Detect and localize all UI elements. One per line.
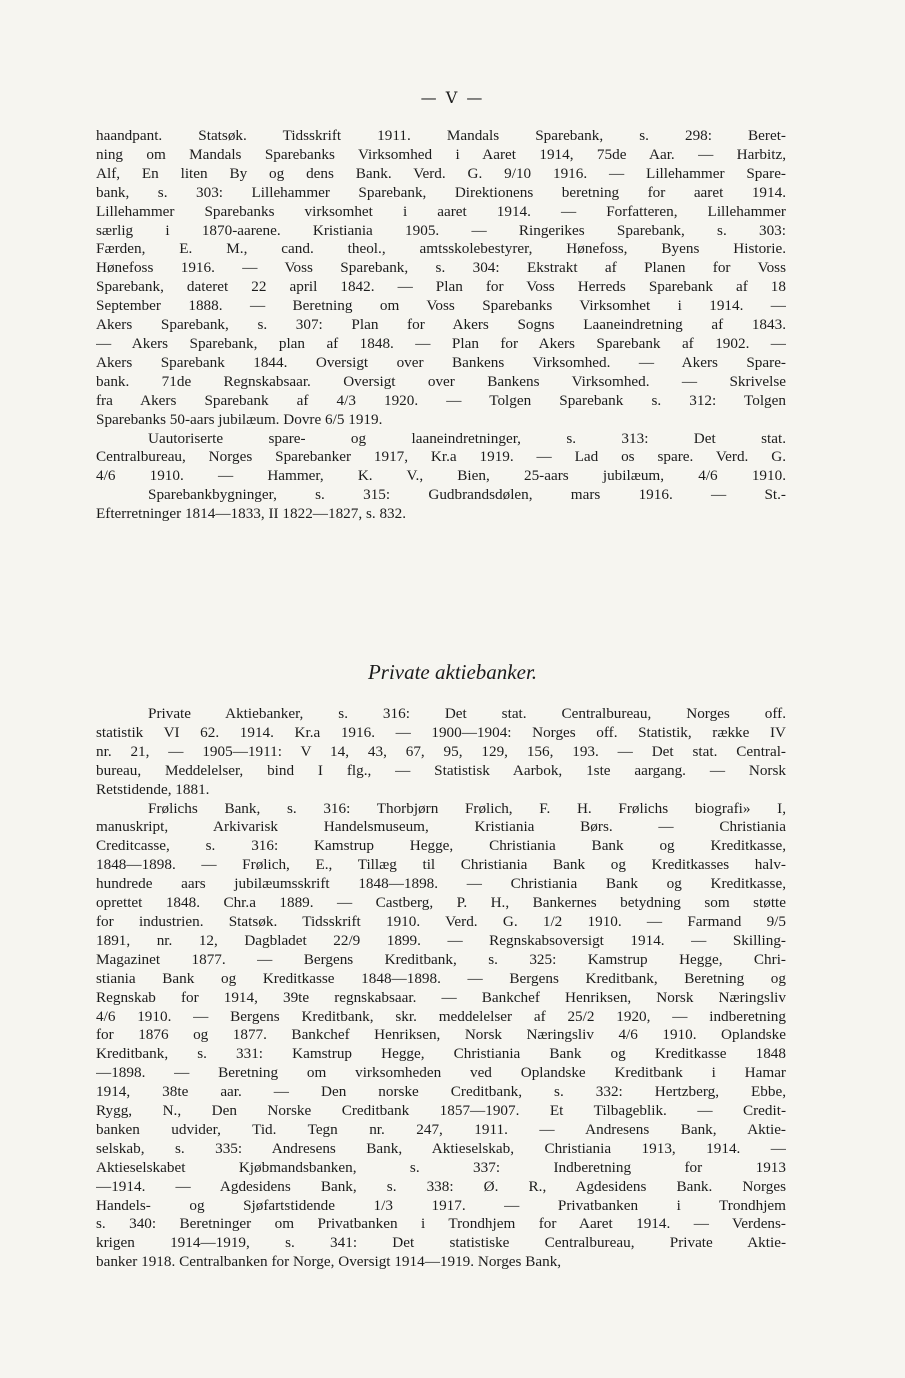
text-line: — Akers Sparebank, plan af 1848. — Plan for Akers Sparebank af 1902. — [96, 334, 786, 352]
text-line: statistik VI 62. 1914. Kr.a 1916. — 1900—1904: Norges off. Statistik, række IV [96, 723, 786, 741]
text-line: bank. 71de Regnskabsaar. Oversigt over Bankens Virksomhed. — Skrivelse [96, 372, 786, 390]
text-line: for industrien. Statsøk. Tidsskrift 1910. Verd. G. 1/2 1910. — Farmand 9/5 [96, 912, 786, 930]
text-line: Sparebankbygninger, s. 315: Gudbrandsdølen, mars 1916. — St.- [148, 486, 786, 504]
text-line: Aktieselskabet Kjøbmandsbanken, s. 337: Indberetning for 1913 [96, 1158, 786, 1176]
text-line: oprettet 1848. Chr.a 1889. — Castberg, P. H., Bankernes betydning som støtte [96, 894, 786, 912]
text-line: fra Akers Sparebank af 4/3 1920. — Tolgen Sparebank s. 312: Tolgen [96, 391, 786, 409]
text-line: Uautoriserte spare- og laaneindretninger, s. 313: Det stat. [148, 429, 786, 447]
text-line: Centralbureau, Norges Sparebanker 1917, Kr.a 1919. — Lad os spare. Verd. G. [96, 448, 786, 466]
text-line: Sparebank, dateret 22 april 1842. — Plan for Voss Herreds Sparebank af 18 [96, 278, 786, 296]
page-number: — V — [420, 88, 485, 107]
text-line: Private Aktiebanker, s. 316: Det stat. Centralbureau, Norges off. [148, 705, 786, 722]
text-line: Alf, En liten By og dens Bank. Verd. G. 9/10 1916. — Lillehammer Spare- [96, 164, 786, 182]
text-line: bank, s. 303: Lillehammer Sparebank, Direktionens beretning for aaret 1914. [96, 183, 786, 201]
text-line: ning om Mandals Sparebanks Virksomhed i Aaret 1914, 75de Aar. — Harbitz, [96, 145, 786, 163]
text-line: manuskript, Arkivarisk Handelsmuseum, Kristiania Børs. — Christiania [96, 818, 786, 836]
text-line: nr. 21, — 1905—1911: V 14, 43, 67, 95, 129, 156, 193. — Det stat. Central- [96, 742, 786, 760]
text-line: Færden, E. M., cand. theol., amtsskolebestyrer, Hønefoss, Byens Historie. [96, 240, 786, 258]
text-line: September 1888. — Beretning om Voss Sparebanks Virksomhet i 1914. — [96, 297, 786, 315]
text-line: Handels- og Sjøfartstidende 1/3 1917. — Privatbanken i Trondhjem [96, 1196, 786, 1214]
text-line: 1914, 38te aar. — Den norske Creditbank, s. 332: Hertzberg, Ebbe, [96, 1083, 786, 1101]
text-line: Akers Sparebank, s. 307: Plan for Akers Sogns Laaneindretning af 1843. [96, 316, 786, 334]
text-block-savings-banks [96, 127, 786, 524]
text-line: særlig i 1870-aarene. Kristiania 1905. — Ringerikes Sparebank, s. 303: [96, 221, 786, 239]
text-line: Rygg, N., Den Norske Creditbank 1857—1907. Et Tilbageblik. — Credit- [96, 1102, 786, 1120]
text-line: 4/6 1910. — Hammer, K. V., Bien, 25-aars jubilæum, 4/6 1910. [96, 467, 786, 485]
text-line: 1848—1898. — Frølich, E., Tillæg til Christiania Bank og Kreditkasses halv- [96, 856, 786, 874]
text-line: banker 1918. Centralbanken for Norge, Oversigt 1914—1919. Norges Bank, [96, 1253, 562, 1271]
text-line: Creditcasse, s. 316: Kamstrup Hegge, Christiania Bank og Kreditkasse, [96, 837, 786, 855]
text-line: Magazinet 1877. — Bergens Kreditbank, s. 325: Kamstrup Hegge, Chri- [96, 950, 786, 968]
text-line: hundrede aars jubilæumsskrift 1848—1898. — Christiania Bank og Kreditkasse, [96, 875, 786, 893]
text-line: krigen 1914—1919, s. 341: Det statistiske Centralbureau, Private Aktie- [96, 1234, 786, 1252]
text-line: banken udvider, Tid. Tegn nr. 247, 1911. — Andresens Bank, Aktie- [96, 1120, 786, 1138]
text-line: stiania Bank og Kreditkasse 1848—1898. — Bergens Kreditbank, Beretning og [96, 969, 786, 987]
text-line: Lillehammer Sparebanks virksomhet i aaret 1914. — Forfatteren, Lillehammer [96, 202, 786, 220]
text-line: Akers Sparebank 1844. Oversigt over Bankens Virksomhed. — Akers Spare- [96, 353, 786, 371]
text-line: s. 340: Beretninger om Privatbanken i Trondhjem for Aaret 1914. — Verdens- [96, 1215, 786, 1233]
text-line: 1891, nr. 12, Dagbladet 22/9 1899. — Regnskabsoversigt 1914. — Skilling- [96, 931, 786, 949]
text-line: selskab, s. 335: Andresens Bank, Aktieselskab, Christiania 1913, 1914. — [96, 1139, 786, 1157]
text-line: Retstidende, 1881. [96, 780, 210, 798]
section-heading: Private aktiebanker. [367, 660, 538, 684]
text-block-private-banks [96, 705, 786, 1272]
text-line: Regnskab for 1914, 39te regnskabsaar. — Bankchef Henriksen, Norsk Næringsliv [96, 988, 786, 1006]
text-line: bureau, Meddelelser, bind I flg., — Statistisk Aarbok, 1ste aargang. — Norsk [96, 761, 786, 779]
text-line: —1898. — Beretning om virksomheden ved Oplandske Kreditbank i Hamar [96, 1064, 786, 1082]
text-line: Frølichs Bank, s. 316: Thorbjørn Frølich, F. H. Frølichs biografi» I, [148, 799, 786, 817]
text-line: Efterretninger 1814—1833, II 1822—1827, s. 832. [96, 505, 407, 523]
text-line: for 1876 og 1877. Bankchef Henriksen, Norsk Næringsliv 4/6 1910. Oplandske [96, 1026, 786, 1044]
text-line: —1914. — Agdesidens Bank, s. 338: Ø. R., Agdesidens Bank. Norges [96, 1177, 786, 1195]
text-line: Sparebanks 50-aars jubilæum. Dovre 6/5 1919. [96, 410, 383, 428]
text-line: 4/6 1910. — Bergens Kreditbank, skr. meddelelser af 25/2 1920, — indberetning [96, 1007, 786, 1025]
text-line: haandpant. Statsøk. Tidsskrift 1911. Mandals Sparebank, s. 298: Beret- [96, 127, 786, 144]
text-line: Hønefoss 1916. — Voss Sparebank, s. 304: Ekstrakt af Planen for Voss [96, 259, 786, 277]
text-line: Kreditbank, s. 331: Kamstrup Hegge, Christiania Bank og Kreditkasse 1848 [96, 1045, 786, 1063]
